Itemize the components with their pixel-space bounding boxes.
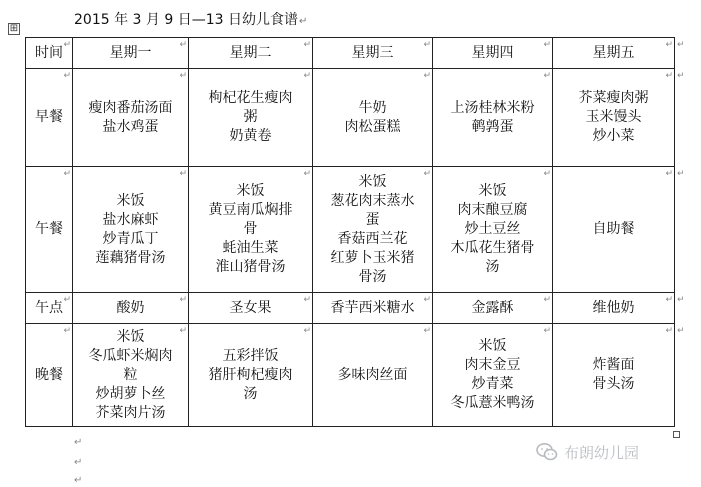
dish-line: 汤 [243, 385, 258, 402]
dish-line: 芥菜瘦肉粥 [578, 90, 649, 106]
dish-line: 炒青菜 [471, 376, 514, 392]
menu-cell[interactable] [313, 293, 433, 324]
cell-end-mark: ↵ [63, 169, 71, 179]
menu-cell[interactable] [73, 69, 189, 167]
dish-line: 骨 [243, 221, 258, 237]
day-header-cell[interactable] [553, 38, 675, 69]
dish-line: 五彩拌饭 [222, 347, 279, 364]
menu-cell[interactable] [433, 324, 553, 427]
dish-line: 炒青瓜丁 [102, 230, 159, 247]
table-move-handle-icon[interactable]: ⊞ [9, 23, 19, 34]
row-end-mark: ↵ [677, 295, 685, 305]
cell-end-mark: ↵ [423, 295, 431, 305]
meal-label-cell[interactable] [26, 293, 73, 324]
dish-line: 蚝油生菜 [222, 240, 279, 256]
dish-line: 肉松蛋糕 [344, 118, 401, 135]
meal-row [26, 69, 675, 167]
dish-line: 盐水鸡蛋 [102, 118, 159, 135]
menu-cell[interactable] [433, 167, 553, 293]
cell-end-mark: ↵ [543, 40, 551, 50]
cell-end-mark: ↵ [665, 71, 673, 81]
header-row [26, 38, 675, 69]
menu-cell[interactable] [313, 167, 433, 293]
day-header-cell-text: 星期五 [592, 44, 635, 61]
corner-header-cell[interactable] [26, 38, 73, 69]
cell-end-mark: ↵ [303, 326, 311, 336]
cell-end-mark: ↵ [63, 40, 71, 50]
meal-label-cell-text: 午餐 [35, 221, 63, 237]
dish-line: 蛋 [365, 211, 380, 228]
cell-end-mark: ↵ [303, 169, 311, 179]
dish-line: 瘦肉番茄汤面 [88, 99, 173, 116]
cell-end-mark: ↵ [179, 40, 187, 50]
dish-line: 枸杞花生瘦肉 [208, 90, 293, 106]
dish-line: 汤 [485, 259, 500, 275]
dish-line: 肉末酿豆腐 [457, 202, 528, 218]
dish-line: 自助餐 [592, 221, 635, 237]
cell-end-mark: ↵ [665, 40, 673, 50]
dish-line: 盐水麻虾 [102, 211, 159, 228]
dish-line: 红萝卜玉米猪 [330, 249, 415, 266]
menu-cell[interactable] [553, 324, 675, 427]
meal-label-cell[interactable] [26, 167, 73, 293]
cell-end-mark: ↵ [303, 71, 311, 81]
dish-line: 莲藕猪骨汤 [95, 249, 166, 266]
menu-cell[interactable] [73, 293, 189, 324]
row-end-mark: ↵ [677, 40, 685, 50]
dish-line: 米饭 [116, 192, 145, 209]
dish-line: 炒土豆丝 [464, 221, 521, 237]
dish-line: 玉米馒头 [585, 109, 642, 125]
dish-line: 上汤桂林米粉 [450, 99, 535, 116]
menu-cell[interactable] [313, 324, 433, 427]
meal-label-cell[interactable] [26, 69, 73, 167]
meal-row [26, 167, 675, 293]
day-header-cell[interactable] [313, 38, 433, 69]
menu-cell[interactable] [313, 69, 433, 167]
cell-end-mark: ↵ [543, 71, 551, 81]
dish-line: 猪肝枸杞瘦肉 [208, 366, 293, 383]
cell-end-mark: ↵ [665, 295, 673, 305]
corner-header-cell-text: 时间 [35, 44, 63, 61]
dish-line: 芥菜肉片汤 [95, 404, 166, 421]
watermark [536, 441, 639, 463]
menu-cell[interactable] [553, 293, 675, 324]
menu-cell[interactable] [73, 167, 189, 293]
row-end-mark: ↵ [677, 169, 685, 179]
menu-cell[interactable] [189, 293, 313, 324]
dish-line: 骨头汤 [592, 376, 635, 392]
menu-cell[interactable] [73, 324, 189, 427]
dish-line: 淮山猪骨汤 [215, 259, 286, 275]
cell-end-mark: ↵ [303, 295, 311, 305]
cell-end-mark: ↵ [665, 169, 673, 179]
meal-label-cell[interactable] [26, 324, 73, 427]
cell-end-mark: ↵ [423, 326, 431, 336]
day-header-cell-text: 星期二 [229, 44, 272, 61]
cell-end-mark: ↵ [179, 326, 187, 336]
menu-cell[interactable] [553, 167, 675, 293]
dish-line: 葱花肉末蒸水 [330, 192, 415, 209]
dish-line: 骨汤 [358, 268, 387, 285]
meal-label-cell-text: 早餐 [35, 109, 63, 125]
dish-line: 冬瓜薏米鸭汤 [450, 395, 535, 411]
dish-line: 圣女果 [229, 299, 272, 316]
paragraph-mark: ↵ [74, 475, 83, 486]
dish-line: 维他奶 [592, 299, 635, 316]
watermark-text: 布朗幼儿园 [564, 443, 640, 462]
dish-line: 粒 [123, 366, 138, 383]
day-header-cell[interactable] [189, 38, 313, 69]
dish-line: 米饭 [358, 173, 387, 190]
meal-row [26, 324, 675, 427]
meal-row [26, 293, 675, 324]
document-title-text: 2015 年 3 月 9 日—13 日幼儿食谱 [74, 12, 298, 28]
dish-line: 奶黄卷 [229, 128, 272, 144]
cell-end-mark: ↵ [179, 169, 187, 179]
menu-table [25, 37, 675, 427]
paragraph-mark: ↵ [298, 16, 308, 27]
dish-line: 肉末金豆 [464, 357, 521, 373]
document-title [74, 10, 307, 30]
cell-end-mark: ↵ [543, 295, 551, 305]
cell-end-mark: ↵ [63, 326, 71, 336]
dish-line: 香菇西兰花 [337, 230, 408, 247]
menu-cell[interactable] [553, 69, 675, 167]
dish-line: 米饭 [478, 183, 507, 199]
menu-cell[interactable] [433, 293, 553, 324]
dish-line: 鹌鹑蛋 [471, 118, 514, 135]
day-header-cell[interactable] [433, 38, 553, 69]
dish-line: 米饭 [116, 328, 145, 345]
dish-line: 冬瓜虾米焖肉 [88, 347, 173, 364]
paragraph-mark: ↵ [74, 437, 83, 448]
dish-line: 酸奶 [116, 299, 145, 316]
cell-end-mark: ↵ [423, 40, 431, 50]
day-header-cell-text: 星期四 [471, 44, 514, 61]
dish-line: 粥 [243, 109, 258, 125]
wechat-icon [536, 442, 558, 462]
dish-line: 木瓜花生猪骨 [450, 240, 535, 256]
menu-cell[interactable] [189, 167, 313, 293]
day-header-cell-text: 星期一 [109, 44, 152, 61]
table-resize-handle[interactable] [673, 431, 680, 438]
cell-end-mark: ↵ [63, 71, 71, 81]
menu-cell[interactable] [189, 69, 313, 167]
cell-end-mark: ↵ [543, 169, 551, 179]
cell-end-mark: ↵ [665, 326, 673, 336]
meal-label-cell-text: 午点 [35, 299, 63, 316]
day-header-cell[interactable] [73, 38, 189, 69]
cell-end-mark: ↵ [423, 169, 431, 179]
dish-line: 香芋西米糖水 [330, 299, 415, 316]
cell-end-mark: ↵ [63, 295, 71, 305]
dish-line: 多味肉丝面 [337, 366, 408, 383]
dish-line: 米饭 [478, 338, 507, 354]
menu-cell[interactable] [433, 69, 553, 167]
cell-end-mark: ↵ [543, 326, 551, 336]
dish-line: 米饭 [236, 183, 265, 199]
dish-line: 金露酥 [471, 299, 514, 316]
dish-line: 炸酱面 [592, 357, 635, 373]
cell-end-mark: ↵ [423, 71, 431, 81]
cell-end-mark: ↵ [179, 71, 187, 81]
row-end-mark: ↵ [677, 71, 685, 81]
dish-line: 炒小菜 [592, 128, 635, 144]
paragraph-mark: ↵ [74, 457, 83, 468]
cell-end-mark: ↵ [303, 40, 311, 50]
day-header-cell-text: 星期三 [351, 44, 394, 61]
dish-line: 黄豆南瓜焖排 [208, 202, 293, 218]
menu-cell[interactable] [189, 324, 313, 427]
dish-line: 炒胡萝卜丝 [95, 385, 166, 402]
row-end-mark: ↵ [677, 326, 685, 336]
cell-end-mark: ↵ [179, 295, 187, 305]
dish-line: 牛奶 [358, 99, 387, 116]
meal-label-cell-text: 晚餐 [35, 366, 63, 383]
